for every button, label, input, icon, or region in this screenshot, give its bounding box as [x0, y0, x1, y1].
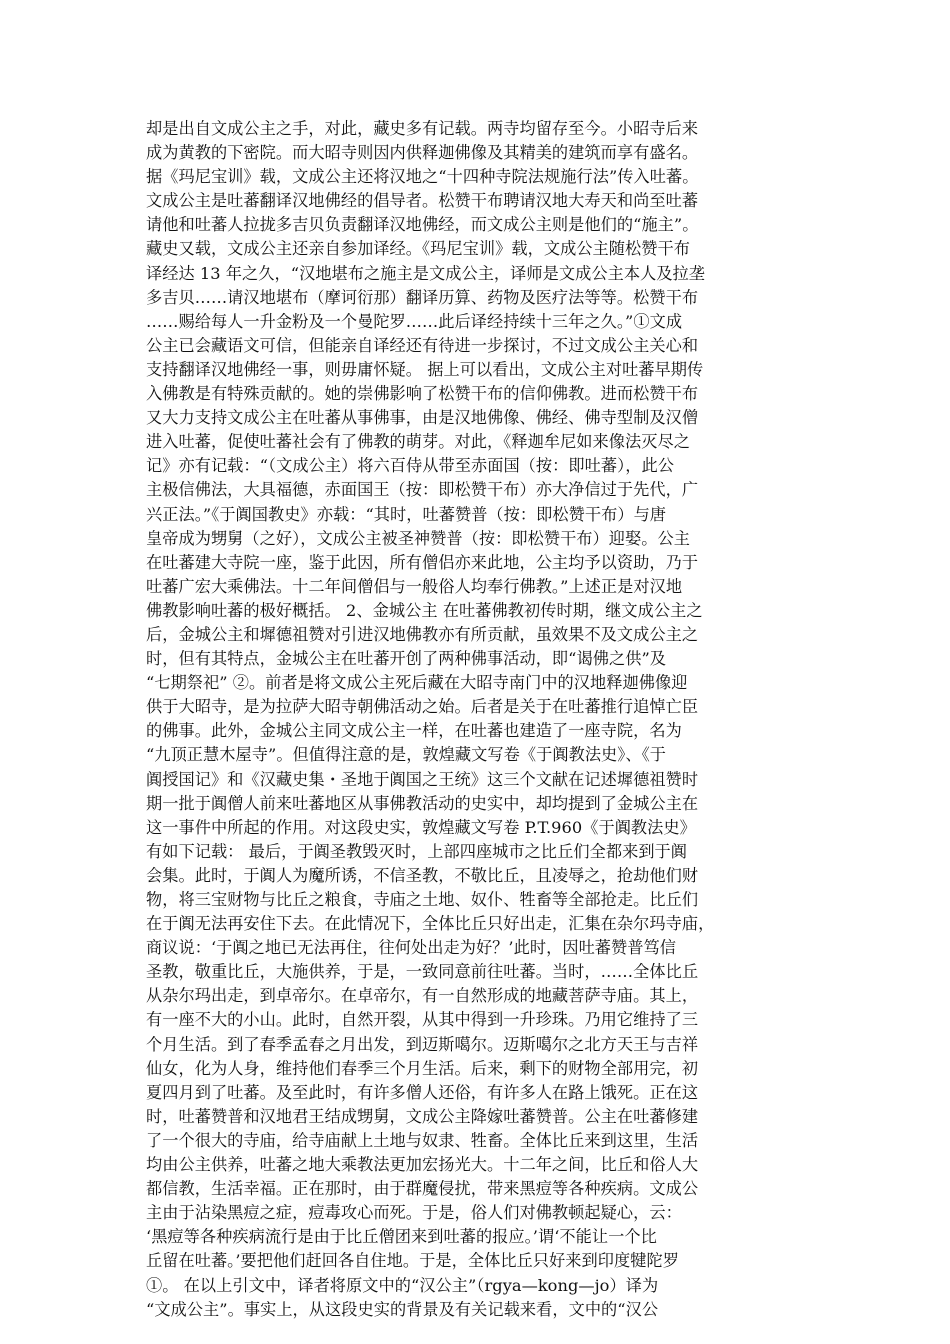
text-line: 期一批于阗僧人前来吐蕃地区从事佛教活动的史实中，却均提到了金城公主在 [146, 793, 699, 813]
text-line: 仙女，化为人身，维持他们春季三个月生活。后来，剩下的财物全部用完，初 [146, 1058, 699, 1078]
text-line: 阗授国记》和《汉藏史集・圣地于阗国之王统》这三个文献在记述墀德祖赞时 [146, 769, 699, 789]
text-line: 在于阗无法再安住下去。在此情况下，全体比丘只好出走，汇集在杂尔玛寺庙， [146, 914, 715, 934]
body-text [146, 117, 806, 1322]
text-line: 译经达 13 年之久，“汉地堪布之施主是文成公主，译师是文成公主本人及拉垄 [146, 263, 706, 283]
text-line: 多吉贝……请汉地堪布（摩诃衍那）翻译历算、药物及医疗法等等。松赞干布 [146, 287, 699, 307]
text-line: 都信教，生活幸福。正在那时，由于群魔侵扰，带来黑痘等各种疾病。文成公 [146, 1179, 699, 1199]
text-line: 佛教影响吐蕃的极好概括。 2、金城公主 在吐蕃佛教初传时期，继文成公主之 [146, 600, 703, 620]
text-line: 时，吐蕃赞普和汉地君王结成甥舅，文成公主降嫁吐蕃赞普。公主在吐蕃修建 [146, 1106, 699, 1126]
text-line: 据《玛尼宝训》载，文成公主还将汉地之“十四种寺院法规施行法”传入吐蕃。 [146, 167, 699, 187]
text-line: 公主已会藏语文可信，但能亲自译经还有待进一步探讨，不过文成公主关心和 [146, 335, 699, 355]
text-line: “七期祭祀” ②。前者是将文成公主死后藏在大昭寺南门中的汉地释迦佛像迎 [146, 673, 688, 693]
text-line: 后，金城公主和墀德祖赞对引进汉地佛教亦有所贡献，虽效果不及文成公主之 [146, 624, 699, 644]
text-line: 从杂尔玛出走，到卓帝尔。在卓帝尔，有一自然形成的地藏菩萨寺庙。其上， [146, 986, 699, 1006]
text-line: 丘留在吐蕃。’要把他们赶回各自住地。于是，全体比丘只好来到印度犍陀罗 [146, 1251, 679, 1271]
text-line: 皇帝成为甥舅（之好），文成公主被圣神赞普（按：即松赞干布）迎娶。公主 [146, 528, 690, 548]
text-line: 均由公主供养，吐蕃之地大乘教法更加宏扬光大。十二年之间，比丘和俗人大 [146, 1155, 699, 1175]
text-line: 时，但有其特点，金城公主在吐蕃开创了两种佛事活动，即“谒佛之供”及 [146, 649, 667, 669]
text-line: 在吐蕃建大寺院一座，鉴于此因，所有僧侣亦来此地，公主均予以资助，乃于 [146, 552, 699, 572]
text-line: 吐蕃广宏大乘佛法。十二年间僧侣与一般俗人均奉行佛教。”上述正是对汉地 [146, 576, 683, 596]
text-line: 请他和吐蕃人拉拢多吉贝负责翻译汉地佛经，而文成公主则是他们的“施主”。 [146, 215, 699, 235]
text-line: 这一事件中所起的作用。对这段史实，敦煌藏文写卷 P.T.960《于阗教法史》 [146, 817, 696, 837]
text-line: “九顶正慧木屋寺”。但值得注意的是，敦煌藏文写卷《于阗教法史》、《于 [146, 745, 667, 765]
text-line: 主由于沾染黑痘之症，痘毒攻心而死。于是，俗人们对佛教顿起疑心，云： [146, 1203, 682, 1223]
text-line: 商议说：‘于阗之地已无法再住，往何处出走为好？’此时，因吐蕃赞普笃信 [146, 938, 676, 958]
text-line: 主极信佛法，大具福德，赤面国王（按：即松赞干布）亦大净信过于先代，广 [146, 480, 699, 500]
text-line: 供于大昭寺，是为拉萨大昭寺朝佛活动之始。后者是关于在吐蕃推行追悼亡臣 [146, 697, 699, 717]
text-line: 有如下记载： 最后，于阗圣教毁灭时，上部四座城市之比丘们全都来到于阗 [146, 841, 688, 861]
text-line: ‘黑痘等各种疾病流行是由于比丘僧团来到吐蕃的报应。’谓‘不能让一个比 [146, 1227, 657, 1247]
text-line: ①。 在以上引文中，译者将原文中的“汉公主”（rgya—kong—jo）译为 [146, 1275, 659, 1295]
text-line: 入佛教是有特殊贡献的。她的崇佛影响了松赞干布的信仰佛教。进而松赞干布 [146, 384, 699, 404]
text-line: 文成公主是吐蕃翻译汉地佛经的倡导者。松赞干布聘请汉地大寿天和尚至吐蕃 [146, 191, 699, 211]
text-line: 进入吐蕃，促使吐蕃社会有了佛教的萌芽。对此，《释迦牟尼如来像法灭尽之 [146, 432, 690, 452]
text-line: 会集。此时，于阗人为魔所诱，不信圣教，不敬比丘，且凌辱之，抢劫他们财 [146, 865, 699, 885]
text-line: 夏四月到了吐蕃。及至此时，有许多僧人还俗，有许多人在路上饿死。正在这 [146, 1082, 699, 1102]
text-line: 有一座不大的小山。此时，自然开裂，从其中得到一升珍珠。乃用它维持了三 [146, 1010, 699, 1030]
text-line: ……赐给每人一升金粉及一个曼陀罗……此后译经持续十三年之久。”①文成 [146, 311, 683, 331]
text-line: 成为黄教的下密院。而大昭寺则因内供释迦佛像及其精美的建筑而享有盛名。 [146, 143, 699, 163]
text-line: 兴正法。”《于阗国教史》亦载：“其时，吐蕃赞普（按：即松赞干布）与唐 [146, 504, 667, 524]
text-line: 物，将三宝财物与比丘之粮食，寺庙之土地、奴仆、牲畜等全部抢走。比丘们 [146, 890, 699, 909]
text-line: 藏史又载，文成公主还亲自参加译经。《玛尼宝训》载，文成公主随松赞干布 [146, 239, 690, 259]
text-line: “文成公主”。事实上，从这段史实的背景及有关记载来看，文中的“汉公 [146, 1299, 659, 1319]
text-line: 却是出自文成公主之手，对此，藏史多有记载。两寺均留存至今。小昭寺后来 [146, 119, 699, 138]
text-line: 记》亦有记载：“（文成公主）将六百侍从带至赤面国（按：即吐蕃），此公 [146, 456, 674, 476]
text-line: 圣教，敬重比丘，大施供养，于是，一致同意前往吐蕃。当时，……全体比丘 [146, 962, 699, 982]
text-line: 的佛事。此外，金城公主同文成公主一样，在吐蕃也建造了一座寺院，名为 [146, 721, 682, 741]
text-line: 又大力支持文成公主在吐蕃从事佛事，由是汉地佛像、佛经、佛寺型制及汉僧 [146, 408, 699, 428]
text-line: 了一个很大的寺庙，给寺庙献上土地与奴隶、牲畜。全体比丘来到这里，生活 [146, 1130, 699, 1150]
text-line: 个月生活。到了春季孟春之月出发，到迈斯噶尔。迈斯噶尔之北方天王与吉祥 [146, 1034, 699, 1054]
text-line: 支持翻译汉地佛经一事，则毋庸怀疑。 据上可以看出，文成公主对吐蕃早期传 [146, 359, 704, 379]
